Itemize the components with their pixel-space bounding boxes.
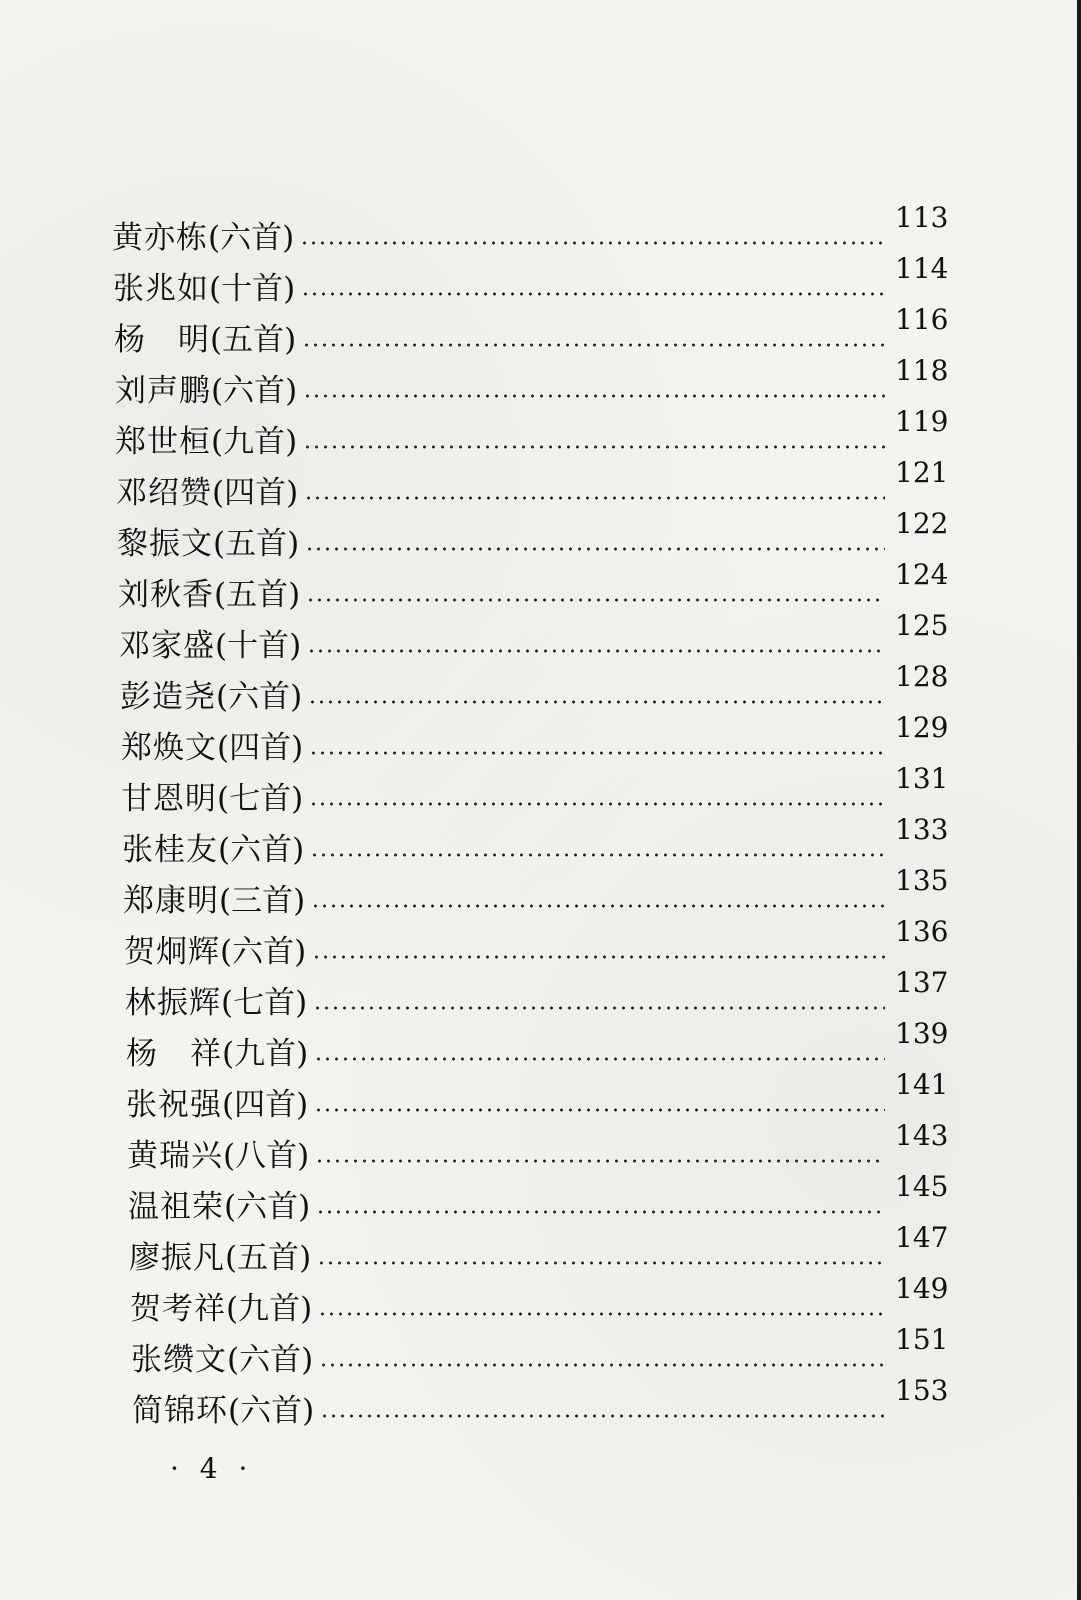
- author-name: 邓绍赞: [116, 475, 212, 511]
- poem-count: (五首): [210, 322, 297, 358]
- poem-count: (六首): [218, 832, 305, 868]
- page-number-ref: 113: [895, 201, 949, 234]
- poem-count: (七首): [217, 781, 304, 817]
- toc-entry: [120, 660, 949, 715]
- poem-count: (八首): [223, 1138, 310, 1174]
- author-name: 张祝强: [126, 1087, 222, 1123]
- author-name: 郑世桓: [115, 424, 211, 460]
- page-number-ref: 128: [895, 660, 949, 693]
- page-number-ref: 114: [895, 252, 949, 285]
- page-number-ref: 121: [895, 456, 949, 489]
- author-name: 杨 明: [114, 322, 210, 358]
- page-number-ref: 151: [895, 1323, 949, 1356]
- page-number-ref: 145: [895, 1170, 949, 1203]
- page-number-ref: 131: [895, 762, 949, 795]
- dot-leader: [315, 1159, 885, 1163]
- page-number-ref: 124: [895, 558, 949, 591]
- author-name: 黄亦栋: [112, 220, 208, 256]
- poem-count: (六首): [220, 934, 307, 970]
- dot-leader: [313, 1006, 885, 1010]
- author-name: 温祖荣: [128, 1189, 224, 1225]
- page-number-ref: 136: [895, 915, 949, 948]
- poem-count: (十首): [209, 271, 296, 307]
- toc-entry: [119, 609, 949, 664]
- poem-count: (六首): [224, 1189, 311, 1225]
- author-name: 黎振文: [117, 526, 213, 562]
- dot-leader: [317, 1261, 885, 1265]
- dot-leader: [302, 343, 885, 347]
- dot-leader: [320, 1414, 885, 1418]
- toc-entry: [125, 966, 949, 1021]
- dot-leader: [300, 241, 885, 245]
- toc-entry: [113, 252, 949, 307]
- author-name: 黄瑞兴: [127, 1138, 223, 1174]
- toc-entry: [131, 1323, 949, 1378]
- dot-leader: [309, 751, 885, 755]
- toc-entry: [122, 813, 949, 868]
- dot-leader: [318, 1312, 885, 1316]
- dot-leader: [308, 700, 885, 704]
- poem-count: (三首): [219, 883, 306, 919]
- scan-edge: [1077, 0, 1081, 1600]
- page-number-ref: 141: [895, 1068, 949, 1101]
- toc-entry: [126, 1068, 949, 1123]
- toc-entry: [132, 1374, 949, 1429]
- dot-leader: [304, 496, 885, 500]
- author-name: 郑焕文: [121, 730, 217, 766]
- page-number-ref: 118: [895, 354, 949, 387]
- author-name: 甘恩明: [121, 781, 217, 817]
- author-name: 简锦环: [132, 1393, 228, 1429]
- poem-count: (六首): [208, 220, 295, 256]
- toc-entry: [128, 1170, 949, 1225]
- page-number-ref: 122: [895, 507, 949, 540]
- author-name: 林振辉: [125, 985, 221, 1021]
- toc-entry: [121, 711, 949, 766]
- dot-leader: [303, 445, 885, 449]
- poem-count: (五首): [213, 526, 300, 562]
- toc-entry: [129, 1221, 949, 1276]
- page-number-ref: 143: [895, 1119, 949, 1152]
- page-number-ref: 133: [895, 813, 949, 846]
- poem-count: (六首): [211, 373, 298, 409]
- toc-entry: [121, 762, 949, 817]
- author-name: 张缵文: [131, 1342, 227, 1378]
- toc-entry: [112, 201, 949, 256]
- table-of-contents: [112, 201, 949, 1429]
- page-number-ref: 139: [895, 1017, 949, 1050]
- poem-count: (四首): [217, 730, 304, 766]
- author-name: 贺考祥: [130, 1291, 226, 1327]
- poem-count: (十首): [215, 628, 302, 664]
- toc-entry: [117, 507, 949, 562]
- dot-leader: [312, 955, 885, 959]
- poem-count: (五首): [214, 577, 301, 613]
- poem-count: (六首): [228, 1393, 315, 1429]
- author-name: 郑康明: [123, 883, 219, 919]
- author-name: 张桂友: [122, 832, 218, 868]
- page-number-ref: 119: [895, 405, 949, 438]
- page-number-ref: 137: [895, 966, 949, 999]
- dot-leader: [314, 1108, 885, 1112]
- page-number: · 4 ·: [170, 1452, 254, 1485]
- poem-count: (四首): [222, 1087, 309, 1123]
- page-number-ref: 153: [895, 1374, 949, 1407]
- toc-entry: [127, 1119, 949, 1174]
- author-name: 刘声鹏: [115, 373, 211, 409]
- toc-entry: [130, 1272, 949, 1327]
- dot-leader: [305, 547, 885, 551]
- author-name: 彭造尧: [120, 679, 216, 715]
- poem-count: (九首): [222, 1036, 309, 1072]
- page-number-ref: 147: [895, 1221, 949, 1254]
- toc-entry: [115, 405, 949, 460]
- toc-entry: [124, 915, 949, 970]
- author-name: 邓家盛: [119, 628, 215, 664]
- toc-entry: [118, 558, 949, 613]
- poem-count: (九首): [211, 424, 298, 460]
- toc-entry: [116, 456, 949, 511]
- poem-count: (六首): [227, 1342, 314, 1378]
- dot-leader: [319, 1363, 885, 1367]
- author-name: 廖振凡: [129, 1240, 225, 1276]
- dot-leader: [303, 394, 885, 398]
- author-name: 刘秋香: [118, 577, 214, 613]
- poem-count: (五首): [225, 1240, 312, 1276]
- dot-leader: [309, 802, 885, 806]
- page-number-ref: 116: [895, 303, 949, 336]
- dot-leader: [301, 292, 885, 296]
- dot-leader: [310, 853, 885, 857]
- toc-entry: [126, 1017, 949, 1072]
- dot-leader: [306, 598, 885, 602]
- dot-leader: [314, 1057, 885, 1061]
- page-number-ref: 129: [895, 711, 949, 744]
- poem-count: (七首): [221, 985, 308, 1021]
- dot-leader: [311, 904, 885, 908]
- author-name: 张兆如: [113, 271, 209, 307]
- poem-count: (九首): [226, 1291, 313, 1327]
- dot-leader: [316, 1210, 885, 1214]
- page-number-ref: 149: [895, 1272, 949, 1305]
- page-number-ref: 125: [895, 609, 949, 642]
- toc-entry: [115, 354, 949, 409]
- toc-entry: [123, 864, 949, 919]
- author-name: 贺炯辉: [124, 934, 220, 970]
- author-name: 杨 祥: [126, 1036, 222, 1072]
- dot-leader: [307, 649, 885, 653]
- toc-entry: [114, 303, 949, 358]
- poem-count: (六首): [216, 679, 303, 715]
- page-number-ref: 135: [895, 864, 949, 897]
- poem-count: (四首): [212, 475, 299, 511]
